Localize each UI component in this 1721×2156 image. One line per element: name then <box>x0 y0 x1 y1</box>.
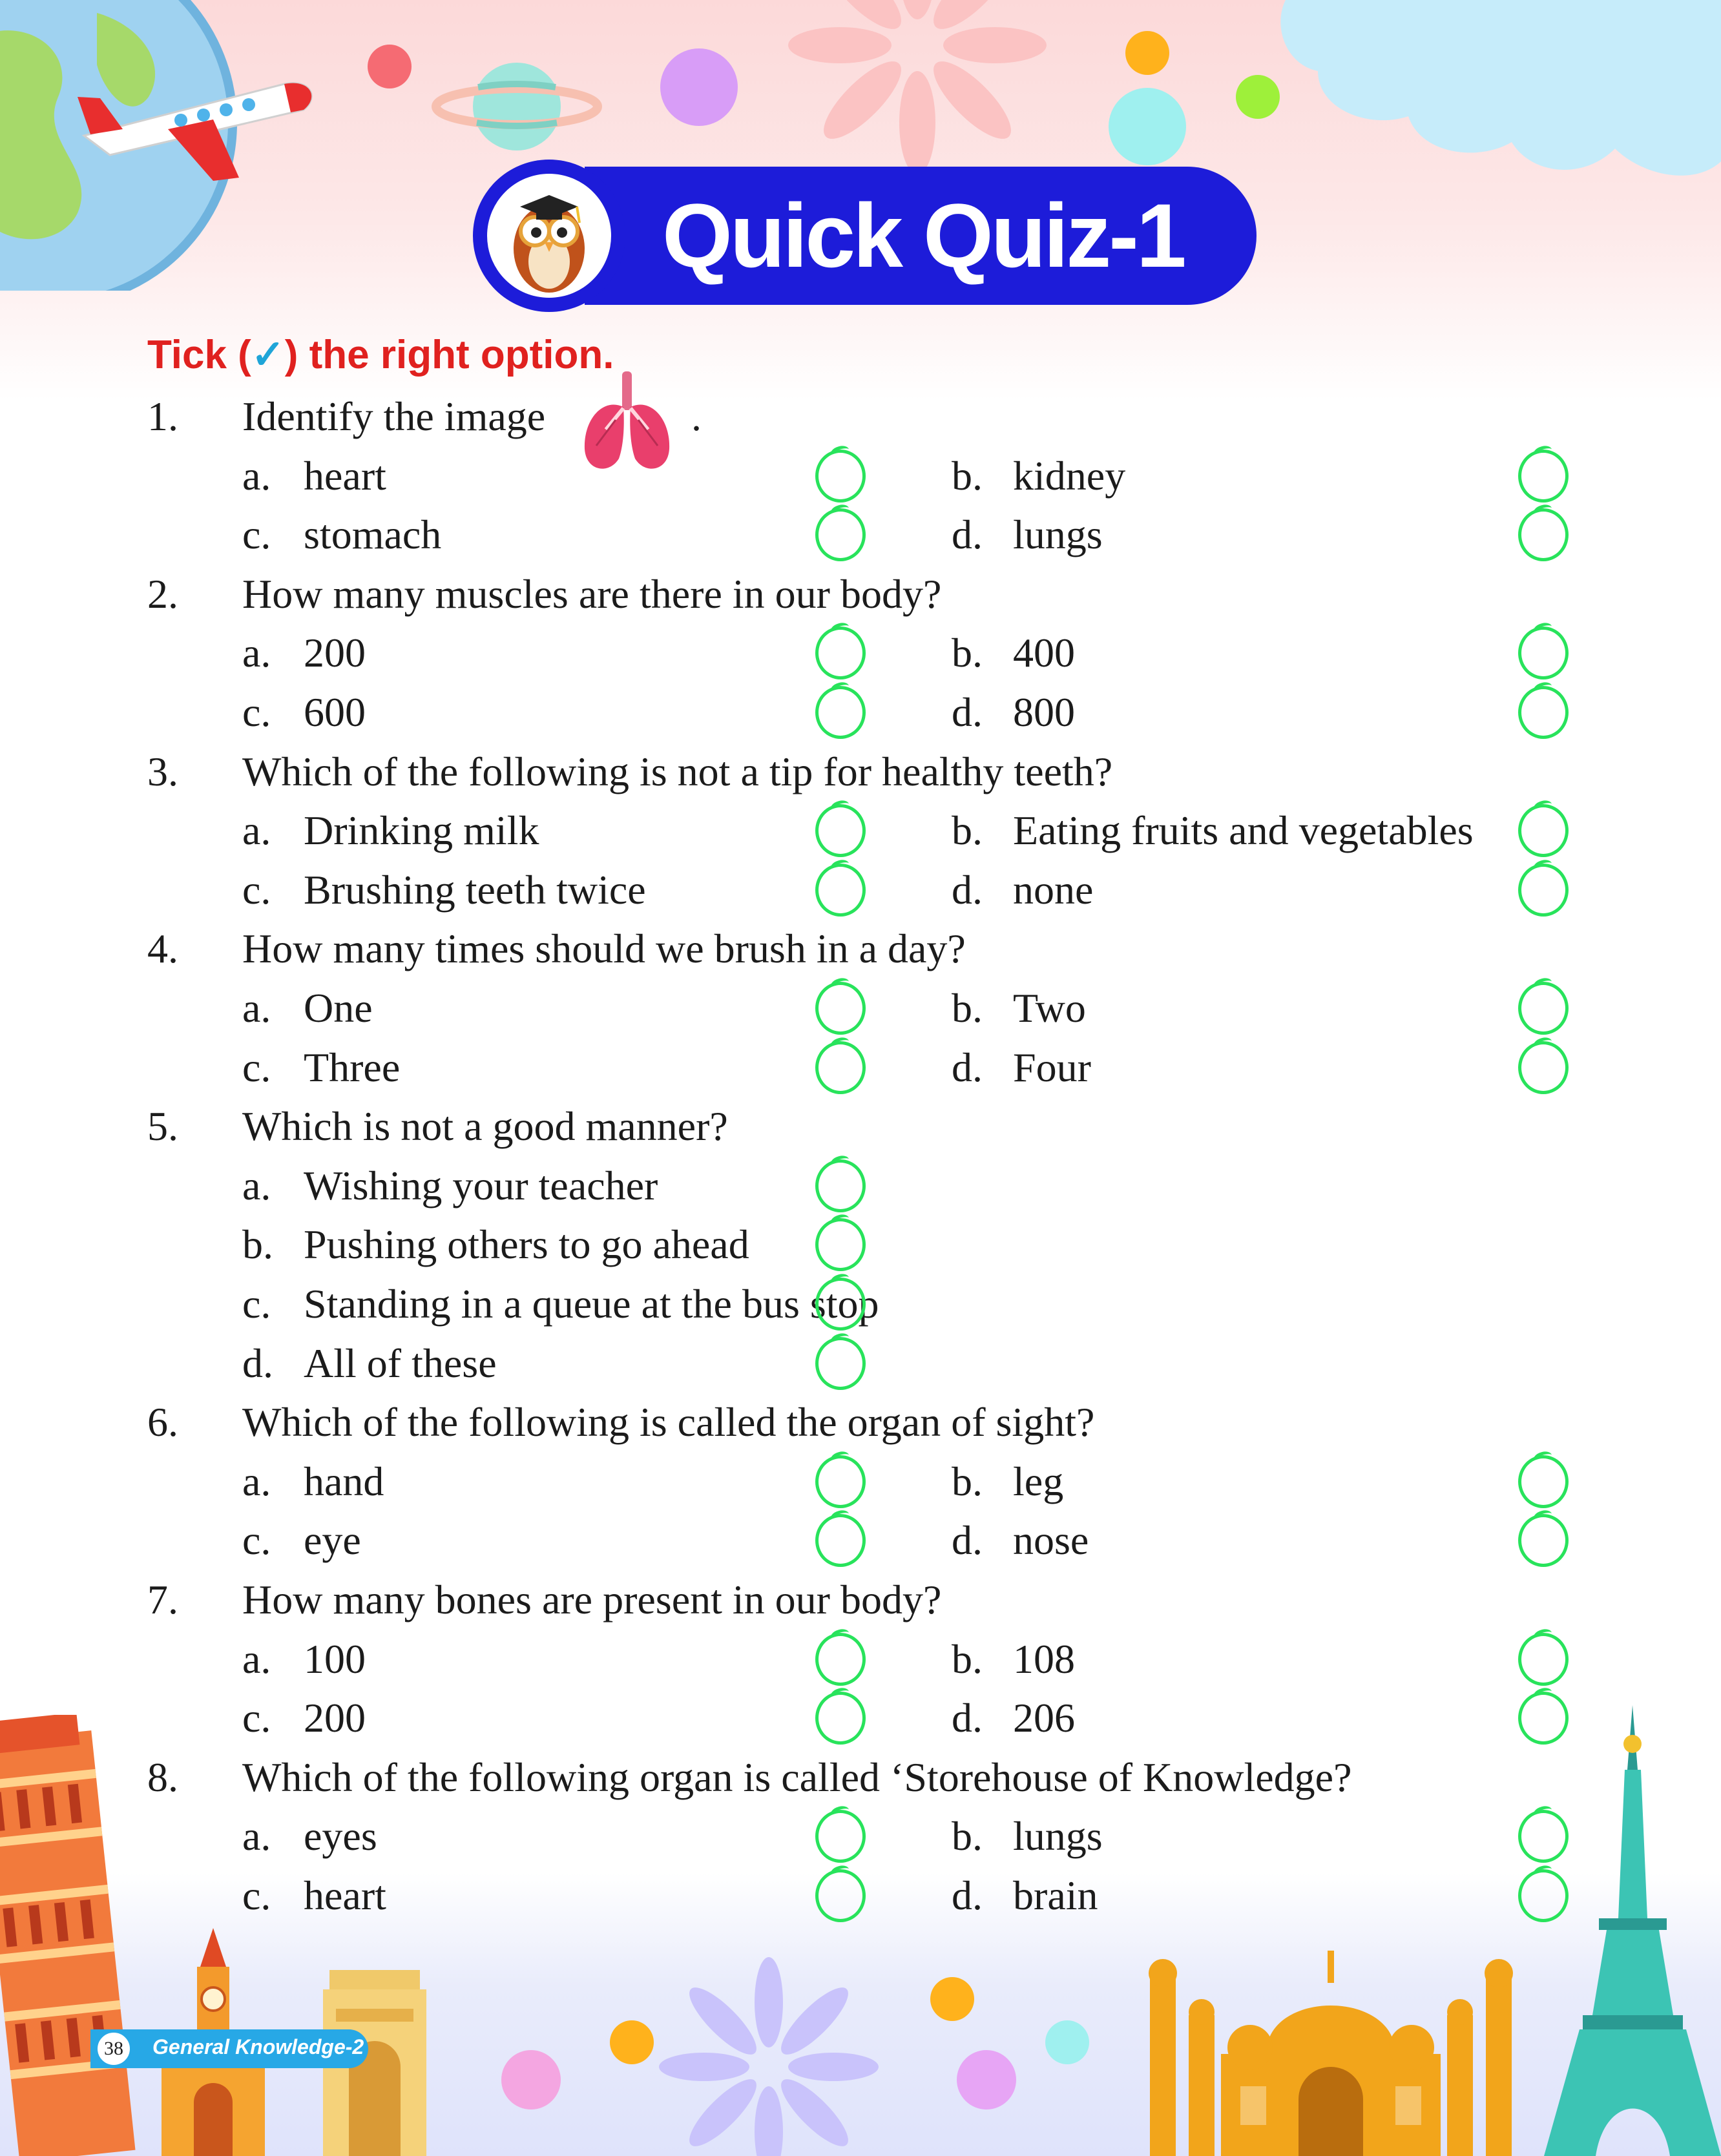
answer-circle-checkbox[interactable] <box>815 1455 866 1508</box>
option-text: 108 <box>1013 1635 1075 1682</box>
option-letter: d. <box>952 1517 983 1564</box>
question-text: How many muscles are there in our body? <box>242 570 942 617</box>
question-text: How many bones are present in our body? <box>242 1577 942 1622</box>
option-letter: d. <box>952 1044 983 1090</box>
answer-circle-checkbox[interactable] <box>1518 982 1569 1035</box>
question-text: Which of the following organ is called ‘Storehouse of Knowledge? <box>242 1754 1352 1800</box>
page-number: 38 <box>96 2031 132 2067</box>
option-letter: c. <box>242 1281 271 1327</box>
planet-icon <box>426 52 607 161</box>
option-text: stomach <box>304 512 442 558</box>
question-number: 2. <box>147 570 178 617</box>
option-letter: a. <box>242 985 271 1031</box>
option-letter: a. <box>242 1813 271 1860</box>
taj-mahal-icon <box>1137 1938 1525 2156</box>
answer-circle-checkbox[interactable] <box>815 627 866 679</box>
option-letter: b. <box>952 985 983 1031</box>
answer-circle-checkbox[interactable] <box>815 1633 866 1686</box>
option-letter: d. <box>952 866 983 913</box>
answer-circle-checkbox[interactable] <box>1518 1514 1569 1567</box>
instruction-prefix: Tick ( <box>147 333 251 377</box>
lungs-icon <box>577 368 677 478</box>
option-letter: b. <box>952 1458 983 1504</box>
question-number: 6. <box>147 1399 178 1446</box>
leaning-tower-of-pisa-icon <box>0 1715 155 2156</box>
option-letter: d. <box>952 512 983 558</box>
option-letter: b. <box>952 452 983 499</box>
option-letter: c. <box>242 1517 271 1564</box>
answer-circle-checkbox[interactable] <box>1518 1041 1569 1094</box>
question-number: 7. <box>147 1577 178 1622</box>
tick-mark-icon: ✓ <box>251 333 285 377</box>
option-text: Four <box>1013 1044 1091 1090</box>
option-text: One <box>304 985 373 1031</box>
question-trailing-period: . <box>691 393 702 439</box>
option-letter: a. <box>242 1635 271 1682</box>
option-letter: a. <box>242 1162 271 1208</box>
option-letter: c. <box>242 1872 271 1918</box>
answer-circle-checkbox[interactable] <box>815 450 866 503</box>
instruction-suffix: ) the right option. <box>284 333 614 377</box>
option-letter: c. <box>242 1695 271 1741</box>
option-text: 200 <box>304 1695 366 1741</box>
question-text: Which of the following is not a tip for healthy teeth? <box>242 748 1113 794</box>
question-text: Identify the image <box>242 393 546 439</box>
option-text: Eating fruits and vegetables <box>1013 807 1474 854</box>
answer-circle-checkbox[interactable] <box>1518 627 1569 679</box>
option-text: Wishing your teacher <box>304 1162 658 1208</box>
option-letter: b. <box>952 630 983 676</box>
option-text: brain <box>1013 1872 1098 1918</box>
question-number: 4. <box>147 926 178 972</box>
option-text: 600 <box>304 689 366 735</box>
option-text: eye <box>304 1517 361 1564</box>
option-text: Pushing others to go ahead <box>304 1221 749 1268</box>
answer-circle-checkbox[interactable] <box>1518 508 1569 561</box>
option-letter: c. <box>242 1044 271 1090</box>
option-letter: c. <box>242 689 271 735</box>
question-number: 1. <box>147 393 178 439</box>
answer-circle-checkbox[interactable] <box>815 1041 866 1094</box>
answer-circle-checkbox[interactable] <box>1518 804 1569 857</box>
question-number: 8. <box>147 1754 178 1800</box>
answer-circle-checkbox[interactable] <box>815 982 866 1035</box>
question-number: 3. <box>147 748 178 794</box>
instruction-text <box>147 331 614 378</box>
option-letter: c. <box>242 512 271 558</box>
option-letter: b. <box>952 1635 983 1682</box>
option-text: heart <box>304 1872 386 1918</box>
answer-circle-checkbox[interactable] <box>815 1278 866 1331</box>
answer-circle-checkbox[interactable] <box>815 804 866 857</box>
book-title: General Knowledge-2 <box>152 2035 364 2058</box>
question-text: How many times should we brush in a day? <box>242 926 966 972</box>
answer-circle-checkbox[interactable] <box>815 1810 866 1863</box>
option-text: lungs <box>1013 512 1103 558</box>
question-text: Which is not a good manner? <box>242 1103 728 1150</box>
option-text: Three <box>304 1044 401 1090</box>
option-text: Standing in a queue at the bus stop <box>304 1281 879 1327</box>
answer-circle-checkbox[interactable] <box>815 508 866 561</box>
answer-circle-checkbox[interactable] <box>815 1692 866 1745</box>
option-letter: b. <box>952 1813 983 1860</box>
eiffel-tower-icon <box>1544 1705 1721 2156</box>
option-text: nose <box>1013 1517 1089 1564</box>
option-letter: b. <box>242 1221 273 1268</box>
option-text: Drinking milk <box>304 807 539 854</box>
owl-mascot-icon <box>468 155 630 316</box>
option-letter: d. <box>952 1695 983 1741</box>
answer-circle-checkbox[interactable] <box>815 1337 866 1390</box>
option-letter: b. <box>952 807 983 854</box>
option-letter: a. <box>242 452 271 499</box>
answer-circle-checkbox[interactable] <box>1518 864 1569 917</box>
question-text: Which of the following is called the organ of sight? <box>242 1399 1095 1446</box>
option-letter: c. <box>242 866 271 913</box>
answer-circle-checkbox[interactable] <box>815 864 866 917</box>
option-text: leg <box>1013 1458 1064 1504</box>
answer-circle-checkbox[interactable] <box>1518 1633 1569 1686</box>
answer-circle-checkbox[interactable] <box>1518 1455 1569 1508</box>
answer-circle-checkbox[interactable] <box>1518 450 1569 503</box>
option-letter: d. <box>952 689 983 735</box>
option-text: Two <box>1013 985 1086 1031</box>
option-letter: a. <box>242 630 271 676</box>
option-text: 800 <box>1013 689 1075 735</box>
option-letter: d. <box>242 1340 273 1386</box>
option-text: 206 <box>1013 1695 1075 1741</box>
answer-circle-checkbox[interactable] <box>815 686 866 739</box>
answer-circle-checkbox[interactable] <box>1518 686 1569 739</box>
question-number: 5. <box>147 1103 178 1150</box>
option-letter: a. <box>242 807 271 854</box>
option-text: 100 <box>304 1635 366 1682</box>
option-text: eyes <box>304 1813 377 1860</box>
option-text: 400 <box>1013 630 1075 676</box>
option-text: Brushing teeth twice <box>304 866 646 913</box>
answer-circle-checkbox[interactable] <box>815 1218 866 1271</box>
option-text: hand <box>304 1458 384 1504</box>
option-text: All of these <box>304 1340 497 1386</box>
option-text: 200 <box>304 630 366 676</box>
option-letter: d. <box>952 1872 983 1918</box>
option-text: kidney <box>1013 452 1126 499</box>
option-letter: a. <box>242 1458 271 1504</box>
option-text: none <box>1013 866 1094 913</box>
option-text: heart <box>304 452 386 499</box>
quiz-title: Quick Quiz-1 <box>585 167 1257 305</box>
option-text: lungs <box>1013 1813 1103 1860</box>
answer-circle-checkbox[interactable] <box>815 1514 866 1567</box>
answer-circle-checkbox[interactable] <box>815 1159 866 1212</box>
